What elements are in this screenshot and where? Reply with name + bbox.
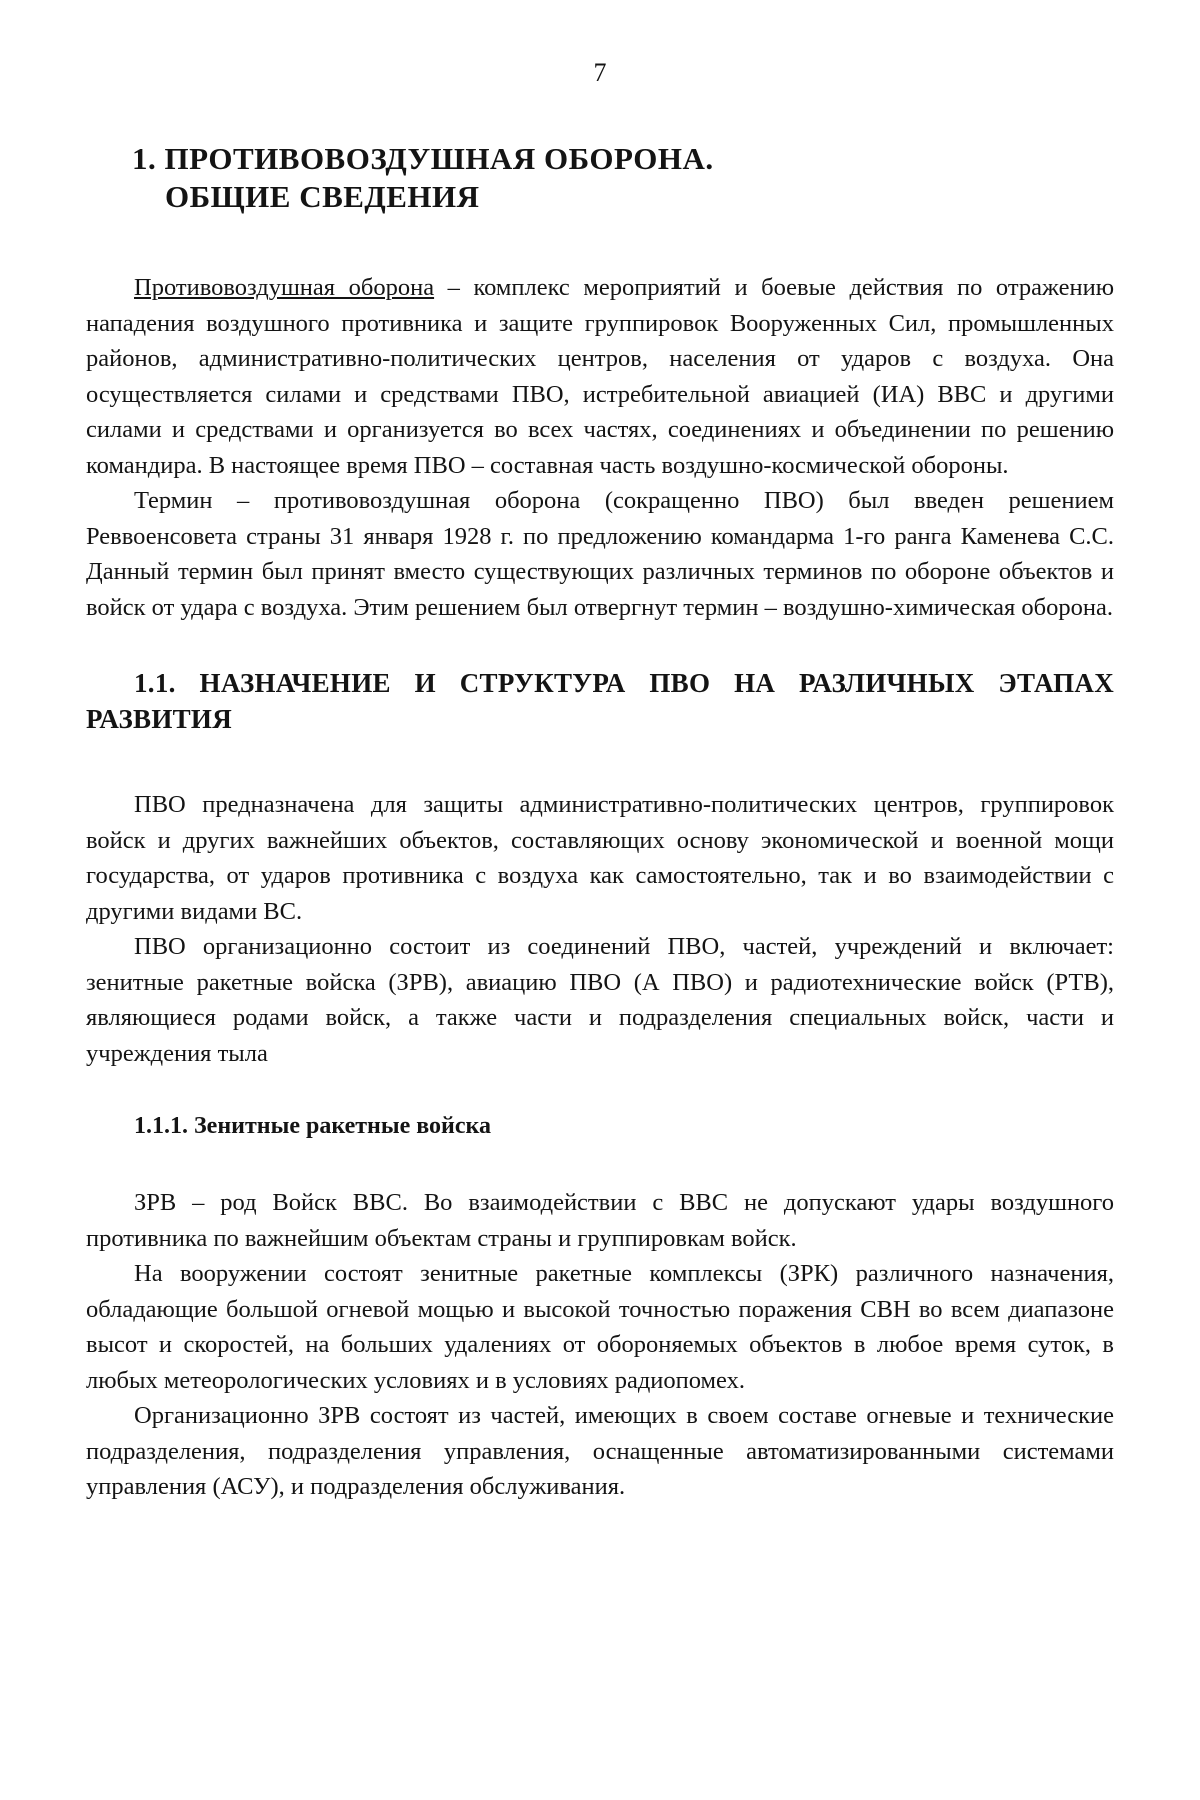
document-page	[86, 58, 1114, 1505]
section-1-1-1-paragraph-1: ЗРВ – род Войск ВВС. Во взаимодействии с ВВС не допускают удары воздушного противника по важнейшим объектам страны и группировкам войск.	[86, 1189, 1114, 1252]
definition-text: – комплекс мероприятий и боевые действия по отражению нападения воздушного противника и защите группировок Вооруженных Сил, промышленных районов, административно-политических центров, населения от ударов с воздуха. Она осуществляется силами и средствами ПВО, истребительной авиацией (ИА) ВВС и другими силами и средствами и организуется во всех частях, соединениях и объединении по решению командира. В настоящее время ПВО – составная часть воздушно-космической обороны.	[86, 274, 1114, 479]
chapter-title-line1: 1. ПРОТИВОВОЗДУШНАЯ ОБОРОНА.	[132, 141, 714, 176]
chapter-title	[132, 140, 1114, 216]
section-1-1-1-paragraph-3: Организационно ЗРВ состоят из частей, имеющих в своем составе огневые и технические подразделения, подразделения управления, оснащенные автоматизированными системами управления (АСУ), и подразделения обслуживания.	[86, 1402, 1114, 1500]
page-number: 7	[593, 58, 607, 87]
subsection-title-1-1-1: 1.1.1. Зенитные ракетные войска	[134, 1113, 491, 1139]
chapter-title-line2: ОБЩИЕ СВЕДЕНИЯ	[165, 179, 480, 214]
section-1-1-paragraph-1: ПВО предназначена для защиты административно-политических центров, группировок войск и других важнейших объектов, составляющих основу экономической и военной мощи государства, от ударов противника с воздуха как самостоятельно, так и во взаимодействии с другими видами ВС.	[86, 791, 1114, 925]
section-title-1-1: 1.1. НАЗНАЧЕНИЕ И СТРУКТУРА ПВО НА РАЗЛИЧНЫХ ЭТАПАХ РАЗВИТИЯ	[86, 668, 1114, 734]
intro-paragraph-2: Термин – противовоздушная оборона (сокращенно ПВО) был введен решением Реввоенсовета страны 31 января 1928 г. по предложению командарма 1-го ранга Каменева С.С. Данный термин был принят вместо существующих различных терминов по обороне объектов и войск от удара с воздуха. Этим решением был отвергнут термин – воздушно-химическая оборона.	[86, 487, 1114, 621]
intro-paragraph-1	[86, 270, 1114, 483]
defined-term: Противовоздушная оборона	[134, 274, 435, 301]
section-1-1-1-paragraph-2: На вооружении состоят зенитные ракетные комплексы (ЗРК) различного назначения, обладающие большой огневой мощью и высокой точностью поражения СВН во всем диапазоне высот и скоростей, на больших удалениях от обороняемых объектов в любое время суток, в любых метеорологических условиях и в условиях радиопомех.	[86, 1260, 1114, 1394]
section-1-1-paragraph-2: ПВО организационно состоит из соединений ПВО, частей, учреждений и включает: зенитные ракетные войска (ЗРВ), авиацию ПВО (А ПВО) и радиотехнические войск (РТВ), являющиеся родами войск, а также части и подразделения специальных войск, части и учреждения тыла	[86, 933, 1114, 1067]
